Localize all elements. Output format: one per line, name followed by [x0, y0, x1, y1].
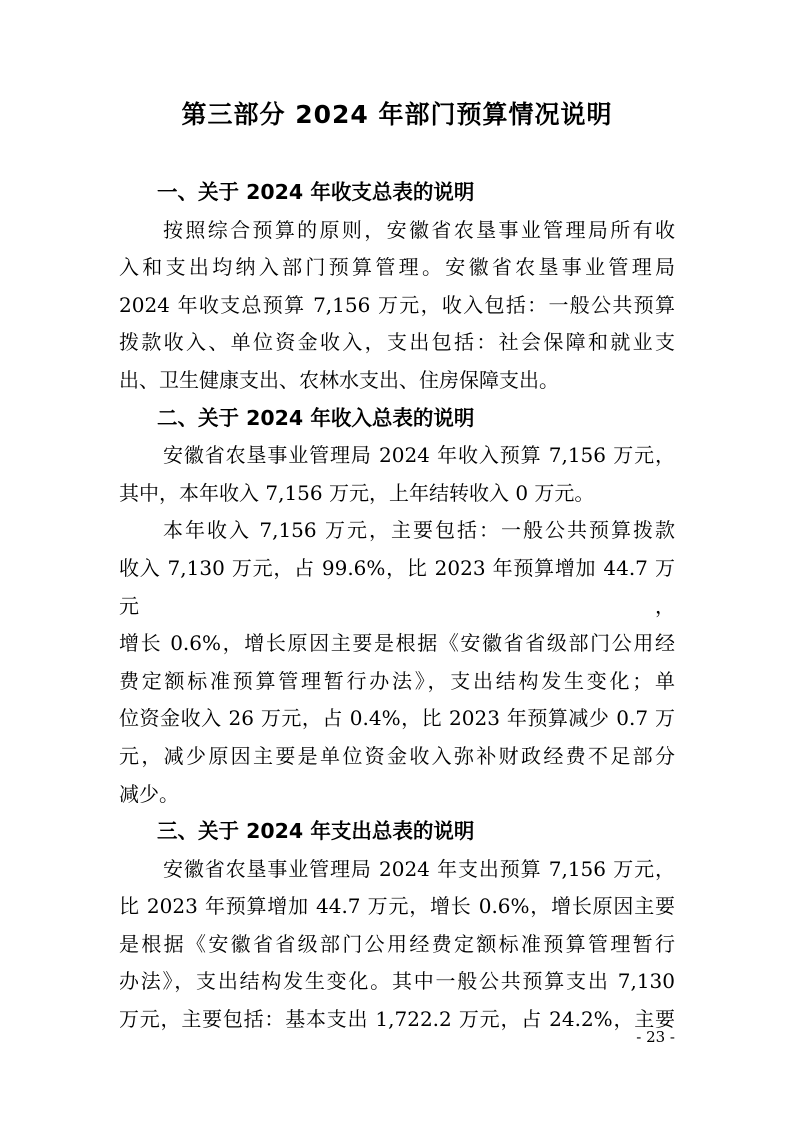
section-heading-1: 一、关于 2024 年收支总表的说明: [157, 180, 475, 204]
section-heading-3: 三、关于 2024 年支出总表的说明: [157, 819, 475, 844]
paragraph-line: 按照综合预算的原则，安徽省农垦事业管理局所有收: [163, 217, 675, 242]
paragraph-line: 办法》，支出结构发生变化。其中一般公共预算支出 7,130: [119, 969, 675, 994]
section-heading-2: 二、关于 2024 年收入总表的说明: [157, 405, 475, 430]
paragraph-line: 万元，主要包括：基本支出 1,722.2 万元，占 24.2%，主要: [119, 1007, 675, 1032]
paragraph-line: 拨款收入、单位资金收入，支出包括：社会保障和就业支: [119, 330, 675, 355]
paragraph-line: 增长 0.6%，增长原因主要是根据《安徽省省级部门公用经: [119, 631, 675, 656]
document-title: 第三部分 2024 年部门预算情况说明: [181, 100, 613, 129]
paragraph-line: 其中，本年收入 7,156 万元，上年结转收入 0 万元。: [119, 480, 595, 505]
paragraph-line: 出、卫生健康支出、农林水支出、住房保障支出。: [119, 367, 559, 392]
paragraph-line: 比 2023 年预算增加 44.7 万元，增长 0.6%，增长原因主要: [119, 894, 675, 919]
document-body: [119, 174, 675, 1039]
paragraph-line: 是根据《安徽省省级部门公用经费定额标准预算管理暂行: [119, 931, 675, 956]
paragraph-line: 2024 年收支总预算 7,156 万元，收入包括：一般公共预算: [119, 292, 675, 317]
paragraph-line: 入和支出均纳入部门预算管理。安徽省农垦事业管理局: [119, 255, 675, 280]
paragraph-line: 减少。: [119, 781, 179, 806]
paragraph-line: 本年收入 7,156 万元，主要包括：一般公共预算拨款: [163, 518, 675, 543]
paragraph-line: 收入 7,130 万元，占 99.6%，比 2023 年预算增加 44.7 万元，: [119, 555, 675, 618]
paragraph-line: 安徽省农垦事业管理局 2024 年收入预算 7,156 万元，: [163, 443, 675, 468]
paragraph-line: 安徽省农垦事业管理局 2024 年支出预算 7,156 万元，: [163, 856, 675, 881]
paragraph-line: 费定额标准预算管理暂行办法》，支出结构发生变化；单: [119, 668, 675, 693]
paragraph-line: 元，减少原因主要是单位资金收入弥补财政经费不足部分: [119, 743, 675, 768]
page-number: - 23 -: [636, 1028, 675, 1046]
paragraph-line: 位资金收入 26 万元，占 0.4%，比 2023 年预算减少 0.7 万: [119, 706, 675, 731]
